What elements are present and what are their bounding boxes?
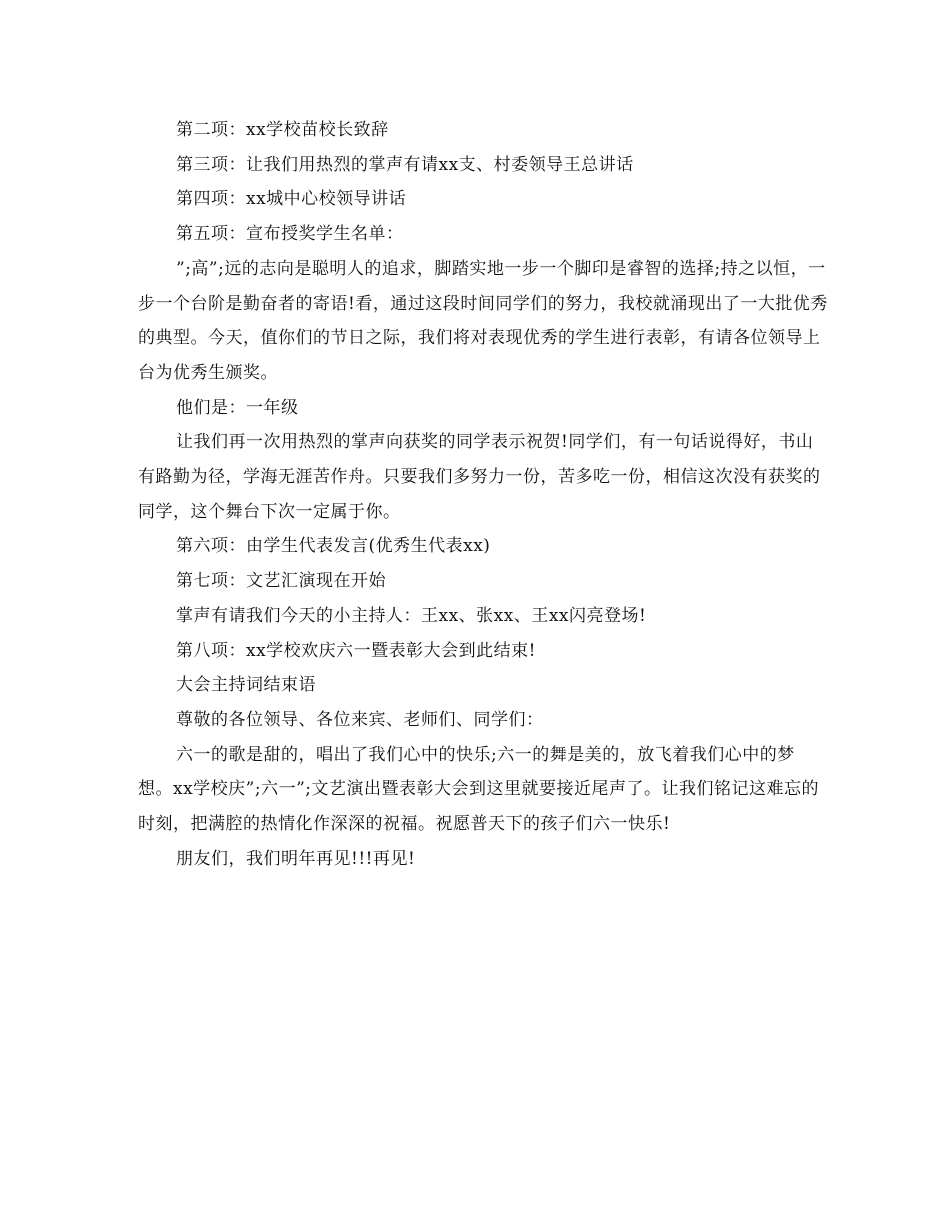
paragraph-hosts: 掌声有请我们今天的小主持人：王xx、张xx、王xx闪亮登场! bbox=[176, 605, 647, 626]
paragraph-item-4: 第四项：xx城中心校领导讲话 bbox=[176, 189, 407, 210]
paragraph-item-5: 第五项：宣布授奖学生名单： bbox=[176, 224, 404, 245]
paragraph-salutation: 尊敬的各位领导、各位来宾、老师们、同学们： bbox=[176, 709, 544, 730]
paragraph-item-7: 第七项：文艺汇演现在开始 bbox=[176, 571, 386, 592]
paragraph-item-2: 第二项：xx学校苗校长致辞 bbox=[176, 120, 389, 140]
paragraph-intro-awards: ”;高”;远的志向是聪明人的追求，脚踏实地一步一个脚印是睿智的选择;持之以恒，一步一个台阶是勤奋者的寄语!看，通过这段时间同学们的努力，我校就涌现出了一大批优秀的典型。今天，值你们的节日之际，我们将对表现优秀的学生进行表彰，有请各位领导上台为优秀生颁奖。 bbox=[138, 258, 828, 383]
paragraph-grade-list: 他们是：一年级 bbox=[176, 397, 299, 418]
paragraph-item-8: 第八项：xx学校欢庆六一暨表彰大会到此结束! bbox=[176, 640, 537, 661]
paragraph-closing-heading: 大会主持词结束语 bbox=[176, 675, 316, 696]
paragraph-closing-speech: 六一的歌是甜的，唱出了我们心中的快乐;六一的舞是美的，放飞着我们心中的梦想。xx学校庆”;六一”;文艺演出暨表彰大会到这里就要接近尾声了。让我们铭记这难忘的时刻，把满腔的热情化作深深的祝福。祝愿普天下的孩子们六一快乐! bbox=[138, 744, 820, 835]
document-body bbox=[138, 113, 828, 876]
paragraph-item-6: 第六项：由学生代表发言(优秀生代表xx) bbox=[176, 536, 491, 557]
paragraph-item-3: 第三项：让我们用热烈的掌声有请xx支、村委领导王总讲话 bbox=[176, 154, 634, 175]
paragraph-congratulations: 让我们再一次用热烈的掌声向获奖的同学表示祝贺!同学们，有一句话说得好，书山有路勤为径，学海无涯苦作舟。只要我们多努力一份，苦多吃一份，相信这次没有获奖的同学，这个舞台下次一定属于你。 bbox=[138, 432, 821, 522]
paragraph-farewell: 朋友们，我们明年再见!!!再见! bbox=[176, 848, 416, 869]
